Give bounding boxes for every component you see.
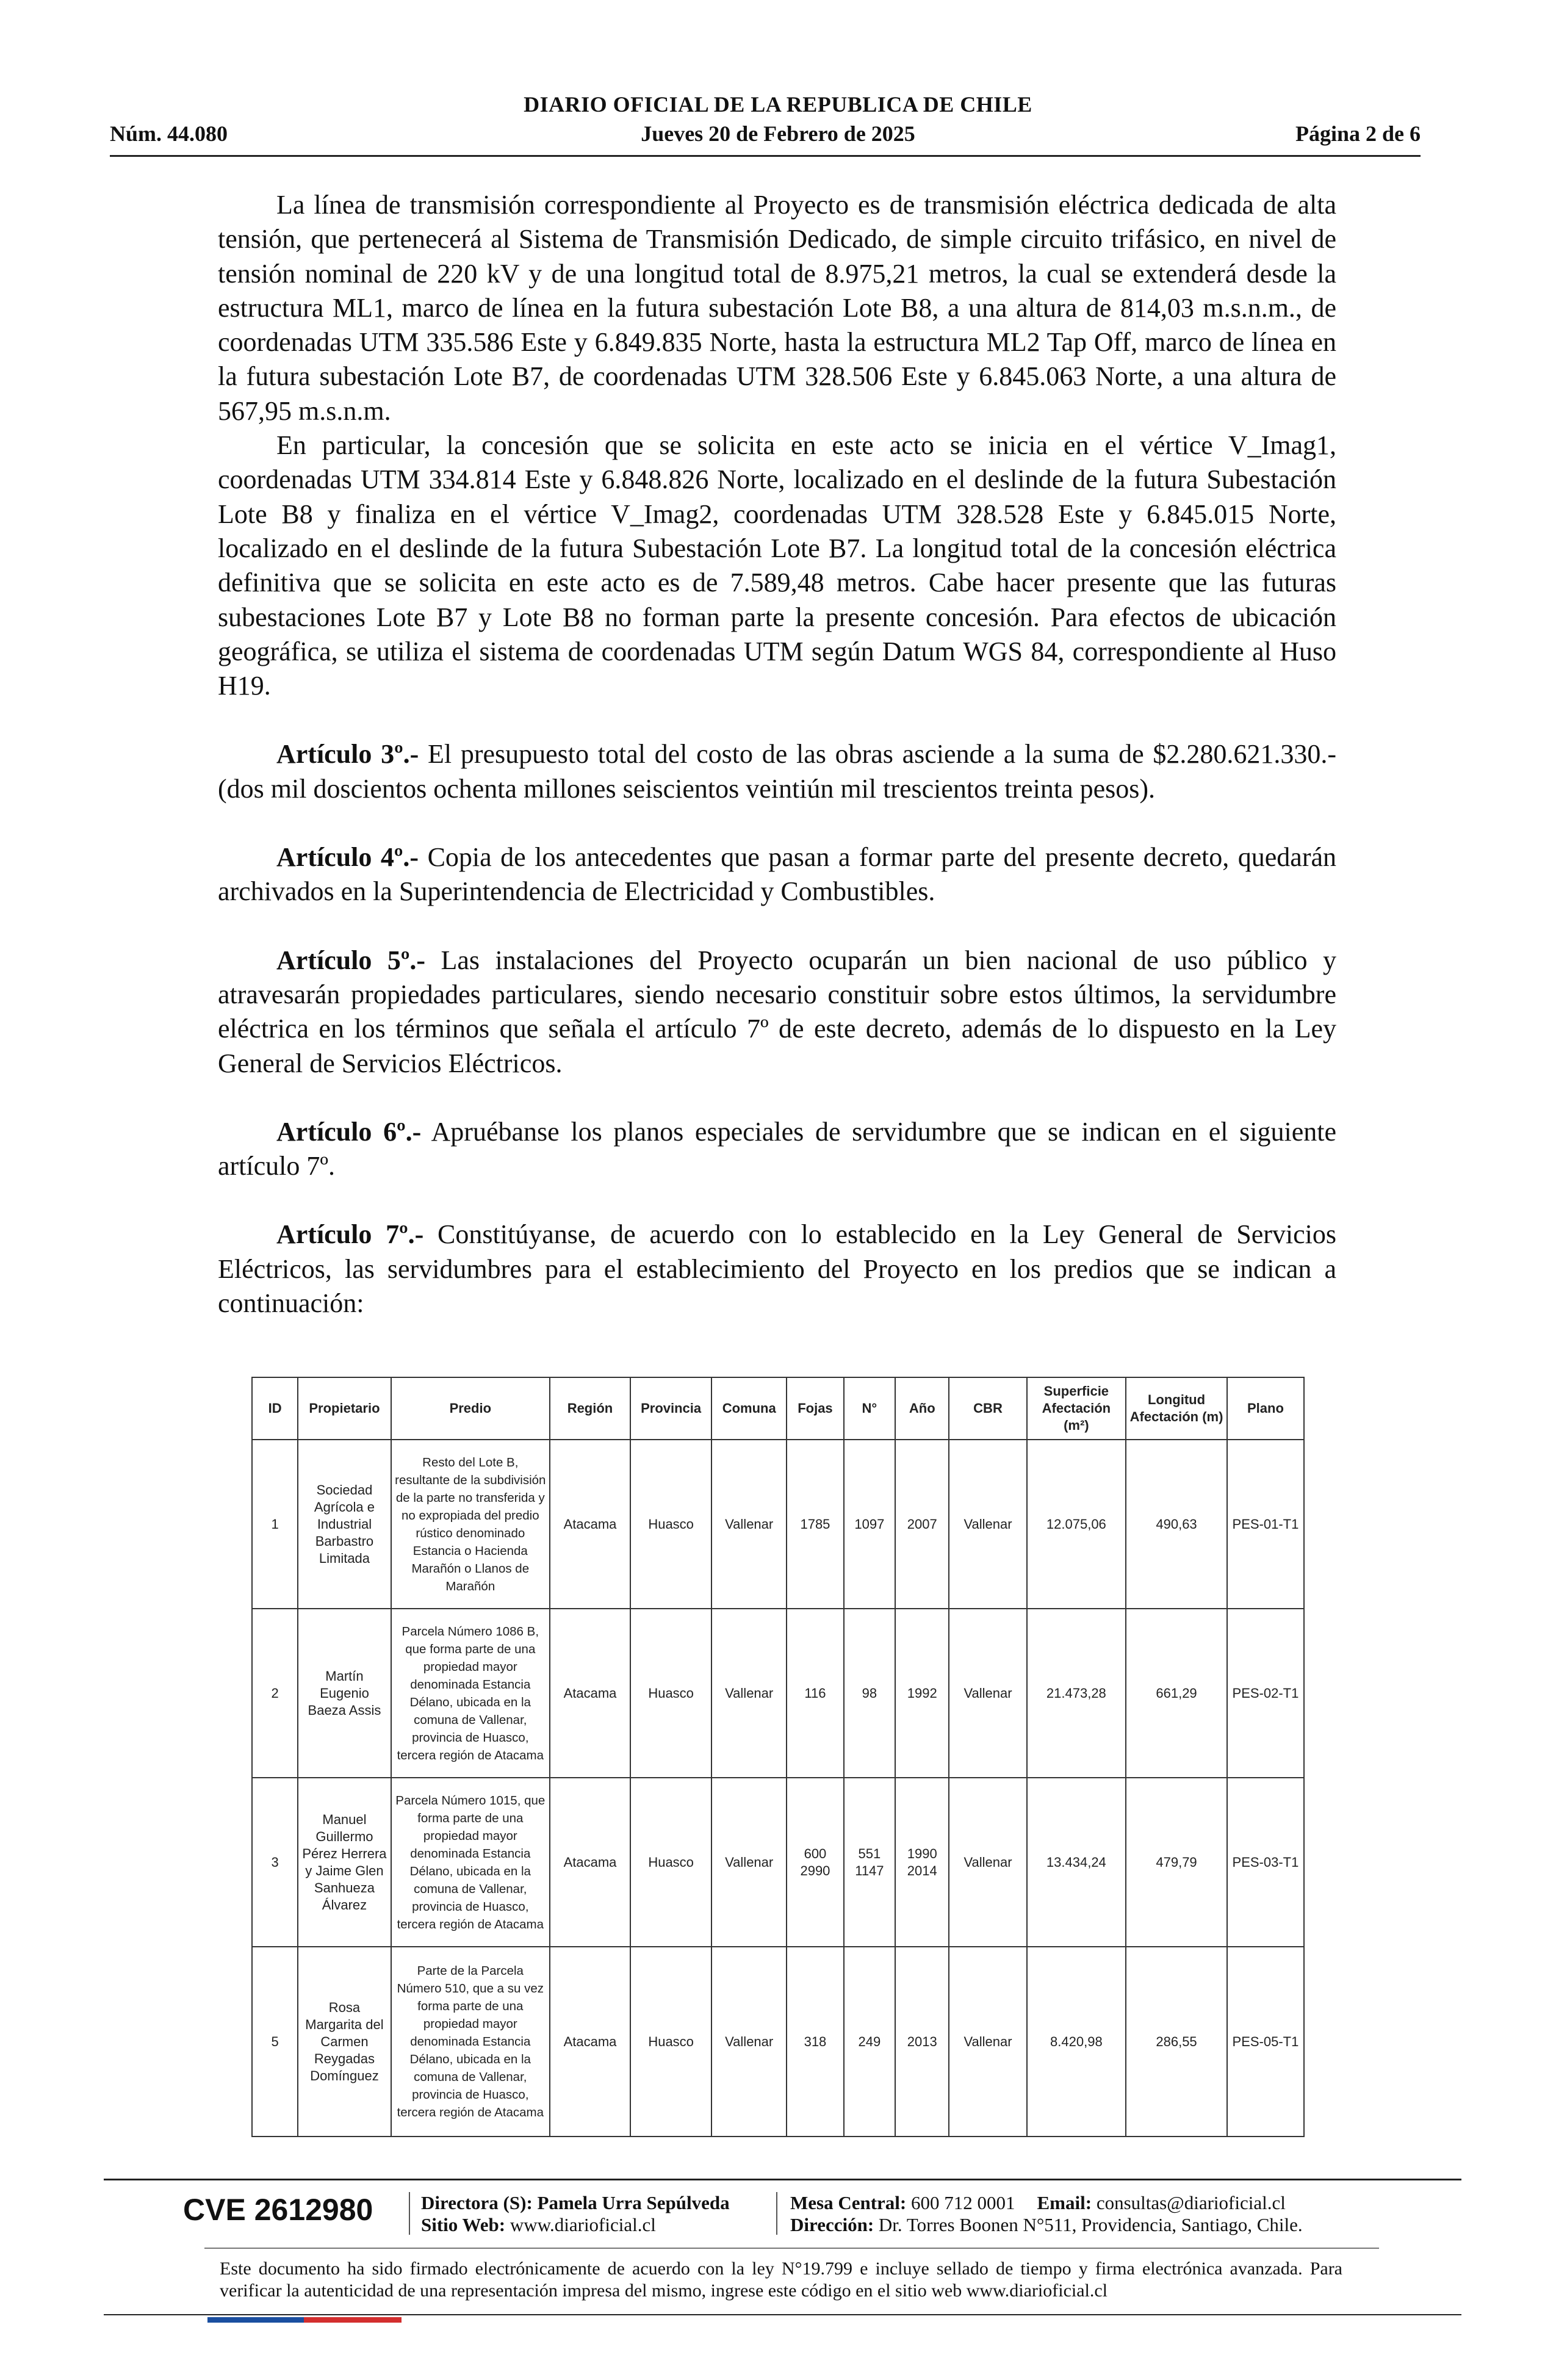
footer-top-divider [104,2179,1461,2180]
newspaper-title: DIARIO OFICIAL DE LA REPUBLICA DE CHILE [524,92,1032,117]
article-7 [218,1217,1336,1321]
cell-comuna: Vallenar [711,1440,787,1609]
cve-code: CVE 2612980 [183,2193,373,2227]
email-link[interactable]: consultas@diarioficial.cl [1096,2192,1286,2213]
article-4-text: Copia de los antecedentes que pasan a formar parte del presente decreto, quedarán archivados en la Superintendencia de Electricidad y Combustibles. [218,842,1336,907]
cell-comuna: Vallenar [711,1947,787,2137]
footer-bottom-divider [104,2314,1461,2315]
website-link[interactable]: www.diarioficial.cl [510,2214,656,2235]
header-ano: Año [895,1377,949,1440]
easement-table-container [251,1377,1305,2137]
article-3-text: El presupuesto total del costo de las obras asciende a la suma de $2.280.621.330.- (dos mil doscientos ochenta millones seiscientos veintiún mil trescientos treinta pesos). [218,739,1336,804]
cell-provincia: Huasco [630,1947,711,2137]
table-row [252,1609,1304,1778]
cell-id: 3 [252,1778,298,1947]
table-header-row [252,1377,1304,1440]
cell-propietario: Rosa Margarita del Carmen Reygadas Domínguez [298,1947,391,2137]
header-numero: N° [844,1377,895,1440]
article-6-text: Apruébanse los planos especiales de servidumbre que se indican en el siguiente artículo 7º. [218,1116,1336,1181]
cell-longitud: 479,79 [1126,1778,1227,1947]
article-3 [218,737,1336,806]
cell-numero: 98 [844,1609,895,1778]
table-row [252,1778,1304,1947]
header-provincia: Provincia [630,1377,711,1440]
cell-cbr: Vallenar [949,1609,1026,1778]
article-4-title: Artículo 4º.- [276,842,419,873]
cell-id: 2 [252,1609,298,1778]
cell-fojas: 600 2990 [787,1778,844,1947]
website-line [421,2214,730,2236]
cell-ano: 2013 [895,1947,949,2137]
cell-longitud: 286,55 [1126,1947,1227,2137]
article-6 [218,1115,1336,1184]
header-id: ID [252,1377,298,1440]
cell-superficie: 21.473,28 [1027,1609,1126,1778]
address-label: Dirección: [790,2214,874,2235]
cell-provincia: Huasco [630,1440,711,1609]
header-propietario: Propietario [298,1377,391,1440]
article-3-title: Artículo 3º.- [276,739,419,770]
cell-longitud: 661,29 [1126,1609,1227,1778]
cell-numero: 1097 [844,1440,895,1609]
header-predio: Predio [391,1377,550,1440]
footer-contact-left [421,2192,730,2236]
header-region: Región [550,1377,630,1440]
cell-ano: 1992 [895,1609,949,1778]
cell-superficie: 13.434,24 [1027,1778,1126,1947]
cell-propietario: Sociedad Agrícola e Industrial Barbastro Limitada [298,1440,391,1609]
cell-cbr: Vallenar [949,1440,1026,1609]
flag-stripe-red [304,2317,402,2323]
phone-value: 600 712 0001 [911,2192,1015,2213]
cell-longitud: 490,63 [1126,1440,1227,1609]
issue-date: Jueves 20 de Febrero de 2025 [641,121,915,146]
header-longitud: Longitud Afectación (m) [1126,1377,1227,1440]
cell-predio: Parcela Número 1015, que forma parte de una propiedad mayor denominada Estancia Délano, ubicada en la comuna de Vallenar, provincia de Huasco, tercera región de Atacama [391,1778,550,1947]
email-label: Email: [1037,2192,1092,2213]
director-name: Pamela Urra Sepúlveda [537,2192,730,2213]
website-label: Sitio Web: [421,2214,506,2235]
cell-comuna: Vallenar [711,1609,787,1778]
header-comuna: Comuna [711,1377,787,1440]
cell-cbr: Vallenar [949,1778,1026,1947]
header-cbr: CBR [949,1377,1026,1440]
cell-ano: 1990 2014 [895,1778,949,1947]
header-divider [110,155,1421,157]
address-line [790,2214,1303,2236]
cell-fojas: 116 [787,1609,844,1778]
article-6-title: Artículo 6º.- [276,1116,422,1147]
cell-region: Atacama [550,1609,630,1778]
flag-stripe-blue [207,2317,304,2323]
director-line [421,2192,730,2214]
director-label: Directora (S): [421,2192,533,2213]
cell-numero: 551 1147 [844,1778,895,1947]
cell-predio: Parcela Número 1086 B, que forma parte de una propiedad mayor denominada Estancia Délano, ubicada en la comuna de Vallenar, provincia de Huasco, tercera región de Atacama [391,1609,550,1778]
paragraph-line-description: La línea de transmisión correspondiente al Proyecto es de transmisión eléctrica dedicada de alta tensión, que pertenecerá al Sistema de Transmisión Dedicado, de simple circuito trifásico, en nivel de tensión nominal de 220 kV y de una longitud total de 8.975,21 metros, la cual se extenderá desde la estructura ML1, marco de línea en la futura subestación Lote B8, a una altura de 814,03 m.s.n.m., de coordenadas UTM 335.586 Este y 6.849.835 Norte, hasta la estructura ML2 Tap Off, marco de línea en la futura subestación Lote B7, de coordenadas UTM 328.506 Este y 6.845.063 Norte, a una altura de 567,95 m.s.n.m. [218,190,1336,426]
cell-superficie: 12.075,06 [1027,1440,1126,1609]
article-7-text: Constitúyanse, de acuerdo con lo establecido en la Ley General de Servicios Eléctricos, las servidumbres para el establecimiento del Proyecto en los predios que se indican a continuación: [218,1219,1336,1319]
cell-plano: PES-05-T1 [1227,1947,1304,2137]
footer-contact-right [790,2192,1303,2236]
header-superficie: Superficie Afectación (m²) [1027,1377,1126,1440]
cell-id: 5 [252,1947,298,2137]
cell-cbr: Vallenar [949,1947,1026,2137]
phone-label: Mesa Central: [790,2192,907,2213]
cell-predio: Parte de la Parcela Número 510, que a su vez forma parte de una propiedad mayor denominada Estancia Délano, ubicada en la comuna de Vallenar, provincia de Huasco, tercera región de Atacama [391,1947,550,2137]
article-5-text: Las instalaciones del Proyecto ocuparán un bien nacional de uso público y atravesarán propiedades particulares, siendo necesario constituir sobre estos últimos, la servidumbre eléctrica en los términos que señala el artículo 7º de este decreto, además de lo dispuesto en la Ley General de Servicios Eléctricos. [218,945,1336,1078]
table-row [252,1440,1304,1609]
cell-fojas: 1785 [787,1440,844,1609]
cell-plano: PES-03-T1 [1227,1778,1304,1947]
cell-comuna: Vallenar [711,1778,787,1947]
cell-region: Atacama [550,1947,630,2137]
footer-mid-divider [204,2248,1379,2249]
document-body [218,188,1336,1321]
footer-separator [409,2192,410,2235]
cell-propietario: Manuel Guillermo Pérez Herrera y Jaime Glen Sanhueza Álvarez [298,1778,391,1947]
cell-predio: Resto del Lote B, resultante de la subdivisión de la parte no transferida y no expropiada del predio rústico denominado Estancia o Hacienda Marañón o Llanos de Marañón [391,1440,550,1609]
cell-provincia: Huasco [630,1609,711,1778]
header-fojas: Fojas [787,1377,844,1440]
cell-plano: PES-01-T1 [1227,1440,1304,1609]
phone-email-line [790,2192,1303,2214]
legal-notice: Este documento ha sido firmado electrónicamente de acuerdo con la ley N°19.799 e incluye sellado de tiempo y firma electrónica avanzada. Para verificar la autenticidad de una representación impresa del mismo, ingrese este código en el sitio web www.diarioficial.cl [220,2259,1342,2301]
cell-region: Atacama [550,1440,630,1609]
cell-numero: 249 [844,1947,895,2137]
article-5 [218,943,1336,1081]
cell-id: 1 [252,1440,298,1609]
easement-table [251,1377,1305,2137]
table-row [252,1947,1304,2137]
cell-ano: 2007 [895,1440,949,1609]
article-4 [218,840,1336,909]
cell-provincia: Huasco [630,1778,711,1947]
cell-superficie: 8.420,98 [1027,1947,1126,2137]
cell-region: Atacama [550,1778,630,1947]
article-7-title: Artículo 7º.- [276,1219,424,1250]
page-indicator: Página 2 de 6 [1295,121,1421,146]
address-value: Dr. Torres Boonen N°511, Providencia, Santiago, Chile. [878,2214,1303,2235]
issue-number: Núm. 44.080 [110,121,228,146]
article-5-title: Artículo 5º.- [276,945,426,975]
cell-plano: PES-02-T1 [1227,1609,1304,1778]
footer-separator [776,2192,777,2235]
cell-propietario: Martín Eugenio Baeza Assis [298,1609,391,1778]
header-plano: Plano [1227,1377,1304,1440]
cell-fojas: 318 [787,1947,844,2137]
paragraph-concession-description: En particular, la concesión que se solicita en este acto se inicia en el vértice V_Imag1, coordenadas UTM 334.814 Este y 6.848.826 Norte, localizado en el deslinde de la futura Subestación Lote B8 y finaliza en el vértice V_Imag2, coordenadas UTM 328.528 Este y 6.845.015 Norte, localizado en el deslinde de la futura Subestación Lote B7. La longitud total de la concesión eléctrica definitiva que se solicita en este acto es de 7.589,48 metros. Cabe hacer presente que las futuras subestaciones Lote B7 y Lote B8 no forman parte la presente concesión. Para efectos de ubicación geográfica, se utiliza el sistema de coordenadas UTM según Datum WGS 84, correspondiente al Huso H19. [218,430,1336,701]
